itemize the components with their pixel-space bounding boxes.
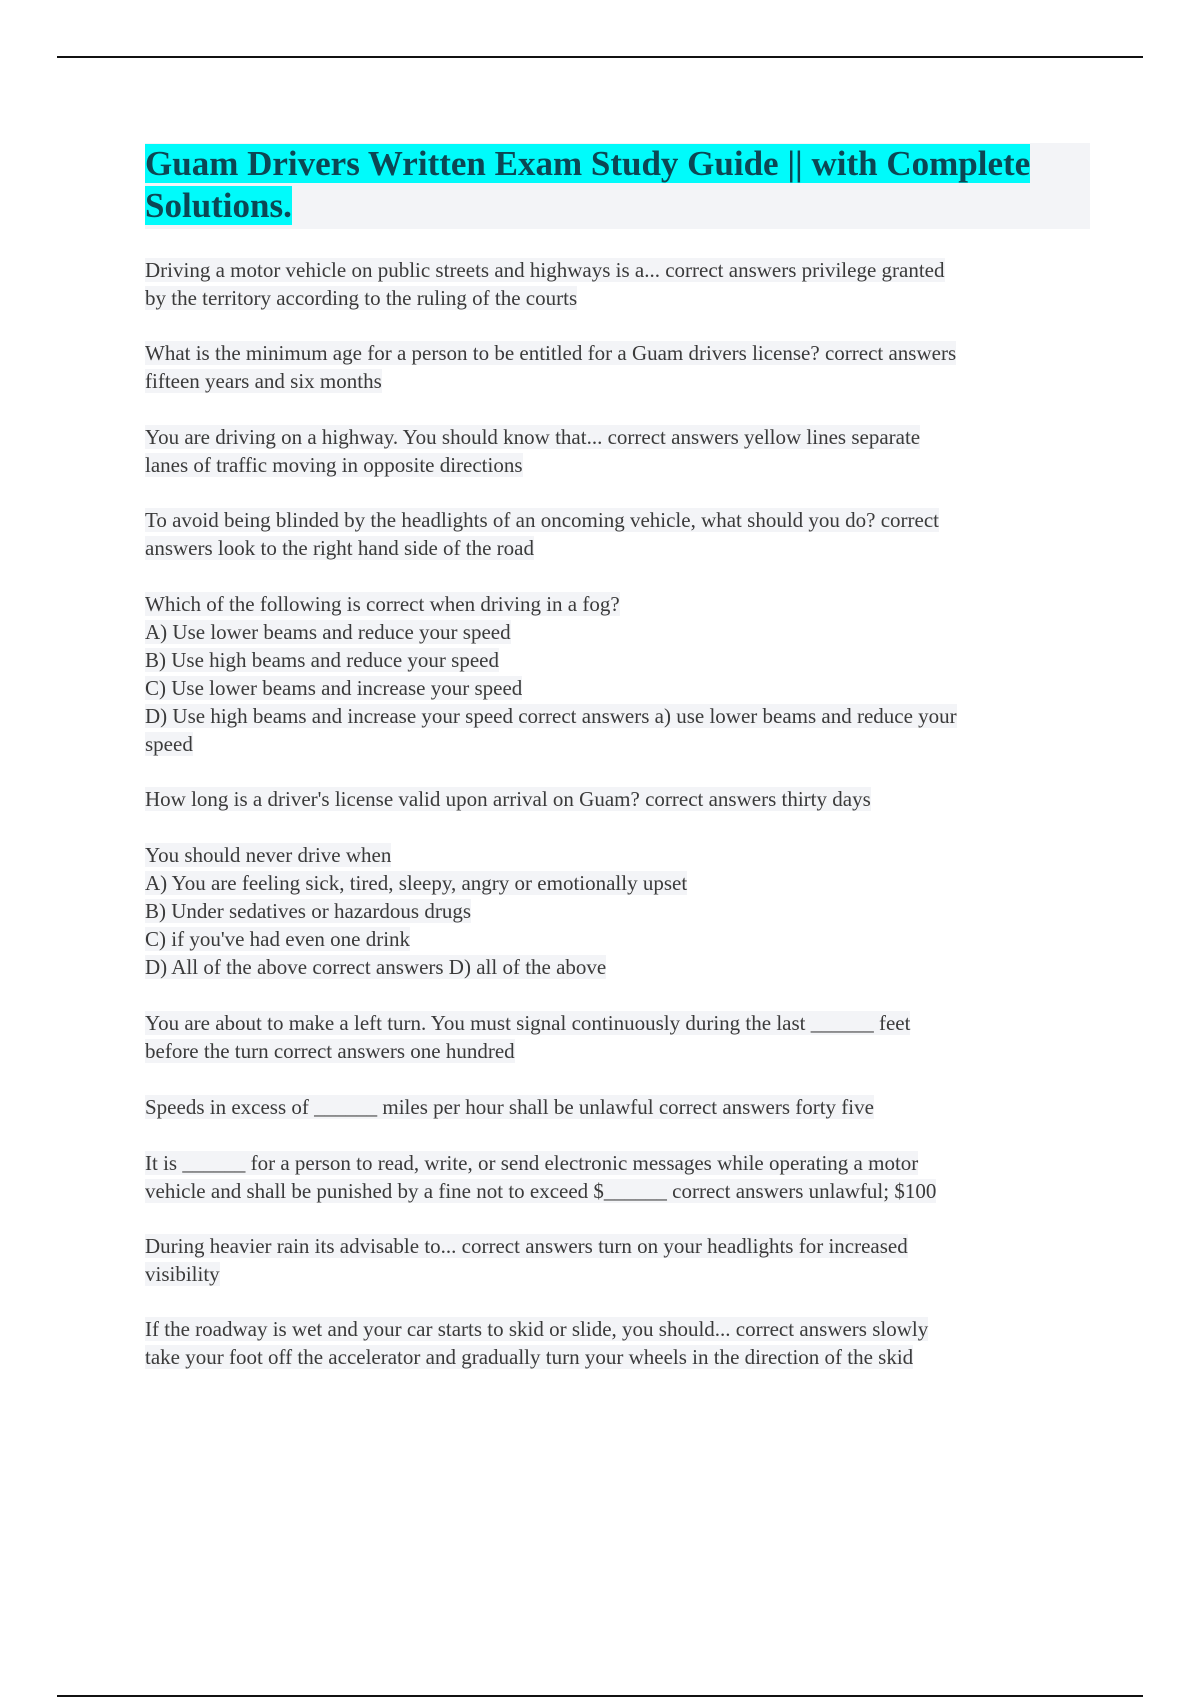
qa-line: vehicle and shall be punished by a fine not to exceed $______ correct answers unlawful; $100 [145,1179,937,1203]
qa-line: visibility [145,1262,220,1286]
bottom-rule [57,1695,1143,1697]
qa-list [145,256,1090,1371]
qa-item-6 [145,785,1090,813]
qa-line: Which of the following is correct when driving in a fog? [145,592,620,616]
top-rule [57,56,1143,58]
qa-option: C) if you've had even one drink [145,927,411,951]
qa-item-12 [145,1315,1090,1371]
qa-line: fifteen years and six months [145,369,382,393]
qa-line: lanes of traffic moving in opposite directions [145,453,523,477]
qa-item-2 [145,339,1090,395]
qa-line: You are driving on a highway. You should know that... correct answers yellow lines separate [145,425,921,449]
title-block [145,143,1090,229]
document-title [145,143,1090,227]
qa-line: before the turn correct answers one hundred [145,1039,515,1063]
qa-option: B) Under sedatives or hazardous drugs [145,899,471,923]
qa-item-11 [145,1232,1090,1288]
qa-line: To avoid being blinded by the headlights of an oncoming vehicle, what should you do? correct [145,508,940,532]
qa-option: D) All of the above correct answers D) all of the above [145,955,607,979]
qa-line: by the territory according to the ruling of the courts [145,286,578,310]
qa-line: Speeds in excess of ______ miles per hour shall be unlawful correct answers forty five [145,1095,874,1119]
qa-line: If the roadway is wet and your car starts to skid or slide, you should... correct answers slowly [145,1317,929,1341]
qa-item-9 [145,1093,1090,1121]
qa-line: How long is a driver's license valid upon arrival on Guam? correct answers thirty days [145,787,871,811]
qa-option: A) You are feeling sick, tired, sleepy, angry or emotionally upset [145,871,688,895]
qa-item-5 [145,590,1090,758]
qa-option: A) Use lower beams and reduce your speed [145,620,511,644]
qa-item-10 [145,1149,1090,1205]
qa-item-4 [145,506,1090,562]
title-line: Guam Drivers Written Exam Study Guide || with Complete [145,144,1031,183]
qa-line: What is the minimum age for a person to be entitled for a Guam drivers license? correct answers [145,341,957,365]
qa-item-7 [145,841,1090,981]
qa-line: speed [145,732,193,756]
qa-line: You are about to make a left turn. You must signal continuously during the last ______ feet [145,1011,911,1035]
qa-line: During heavier rain its advisable to... correct answers turn on your headlights for increased [145,1234,908,1258]
qa-item-3 [145,423,1090,479]
qa-option: C) Use lower beams and increase your speed [145,676,523,700]
qa-line: Driving a motor vehicle on public streets and highways is a... correct answers privilege granted [145,258,945,282]
qa-line: You should never drive when [145,843,392,867]
qa-line: take your foot off the accelerator and gradually turn your wheels in the direction of the skid [145,1345,914,1369]
title-line: Solutions. [145,186,292,225]
qa-option: D) Use high beams and increase your speed correct answers a) use lower beams and reduce your [145,704,957,728]
qa-line: answers look to the right hand side of the road [145,536,534,560]
qa-item-1 [145,256,1090,312]
qa-line: It is ______ for a person to read, write, or send electronic messages while operating a motor [145,1151,919,1175]
qa-option: B) Use high beams and reduce your speed [145,648,499,672]
qa-item-8 [145,1009,1090,1065]
